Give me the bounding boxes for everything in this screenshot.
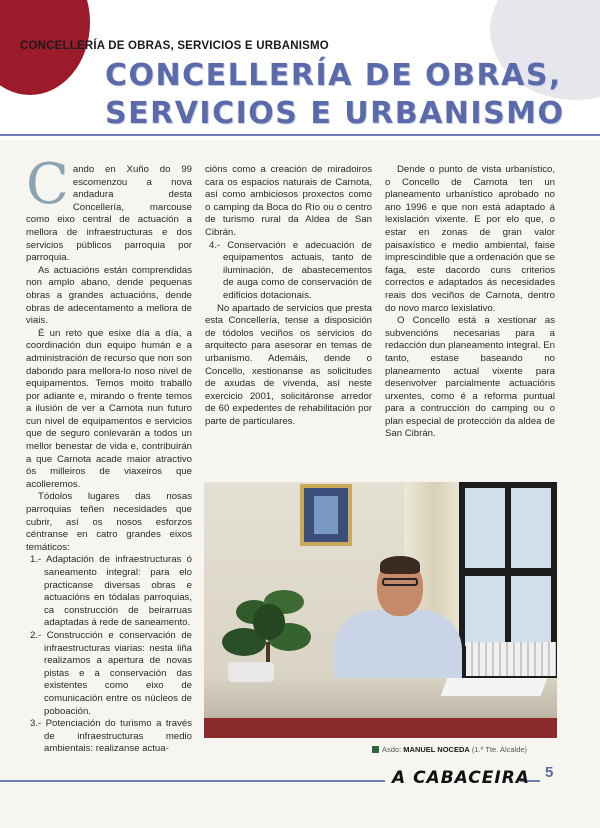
page-number: 5 [545,764,554,781]
photo-caption [372,745,527,754]
section-label: CONCELLERÍA DE OBRAS, SERVICIOS E URBANISMO [20,40,329,52]
header-rule [0,134,600,136]
telephone-icon [228,662,274,682]
office-photo [204,482,557,738]
axis-list [26,554,192,756]
paragraph: cións como a creación de miradoiros cara os espacios naturais de Carnota, así como ambiciosos proxectos como o camping da Boca do Río ou o centro de turismo rural da Aldea de San Cibrán. [205,164,372,238]
wall-painting [300,484,352,546]
article-column-2 [205,164,372,428]
axis-list-continued [205,240,372,303]
person-glasses [382,578,418,586]
caption-square-icon [372,746,379,753]
paragraph: O Concello está a xestionar as subvencións necesarias para a redacción dun planeamento integral. En tanto, estase baseando no planeamento actual vixente para desenvolver parcialmente actuacións urxentes, como é a reforma puntual para a contrucción do camping ou o plan especial de protección da aldea de San Cibrán. [385,315,555,440]
article-column-3 [385,164,555,441]
caption-name: MANUEL NOCEDA [403,745,470,754]
desk-edge [204,718,557,738]
paragraph: É un reto que esixe día a día, a coordinación dun equipo humán e a administración de recurso que non son dabondo para mellora-lo noso nivel de equipamentos. Temos moito traballo por adiante e, mirando o frente temos a ilusión de ver a Carnota nun futuro cun nivel de equipamentos e servicios que de seguro conlevarán a todos un mellor benestar de vida e, contribuirán a que Carnota acade maior atractivo ós milleiros de viaxeiros que acolleremos. [26,327,192,490]
paragraph: No apartado de servicios que presta esta Concellería, tense a disposición de tódolos veciños os servicios do arquitecto para asesorar en temas de urbanismo. Ademáis, dende o Concello, xestionanse as solicitudes de axudas de vivenda, así neste exercicio 2001, solicitáronse arredor de 60 expedentes de rehabilitación por parte de particulares. [205,302,372,427]
radiator [466,642,556,676]
list-item: 3.- Potenciación do turismo a través de infraestructuras medio ambientais: realizanse actua- [30,718,192,755]
article-column-1 [26,152,192,756]
magazine-logo: A CABACEIRA [392,768,530,788]
caption-prefix: Asdo: [382,745,402,754]
person-hair [380,556,420,574]
list-item: 2.- Construcción e conservación de infraestructuras viarias: nesta liña realizamos a apertura de novas pistas e a conservación das existentes como eixo de comunicación entre os núcleos de poboación. [30,629,192,717]
title-line-2: SERVICIOS E URBANISMO [105,96,565,131]
desk-papers [441,678,548,696]
paragraph: ando en Xuño do 99 escomenzou a nova andadura desta Concellería, marcouse como eixo central de actuación a mellora de infraestructuras e dos servicios públicos parroquia por parroquia. [26,164,192,264]
list-item: 1.- Adaptación de infraestructuras ó saneamento integral: para elo practicanse diversas obras e actuacións en tódalas parroquias, ca construcción de beirarruas adaptadas á rede de saneamento. [30,554,192,629]
title-line-1: CONCELLERÍA DE OBRAS, [105,58,562,93]
list-item: 4.- Conservación e adecuación de equipamentos actuais, tanto de iluminación, de abastecementos de auga como de conservación de edificios dotacionais. [209,239,372,301]
paragraph: Tódolos lugares das nosas parroquias teñen necesidades que cubrir, así os nosos esforzos céntranse en catro grandes eixos temáticos: [26,491,192,553]
drop-cap: C [26,152,69,217]
paragraph: Dende o punto de vista urbanístico, o Concello de Carnota ten un planeamento urbanístico aprobado no ano 1996 e que non está adaptado á lexislación vixente. E por elo que, o estar en zonas de gran valor paisaxístico e medio ambiental, faise imprescindible que a ordenación que se faga, este dacordo cuns criterios correctos e adaptados ás necesidades reais dos veciños de Carnota, dentro do novo marco lexislativo. [385,164,555,314]
footer-rule [0,780,385,782]
page-title [105,57,585,133]
caption-role: (1.º Tte. Alcalde) [471,745,528,754]
paragraph: As actuacións están comprendidas non amplo abano, dende pequenas obras a grandes actuacións, dende obras de adecentamento a mellora de viais. [26,264,192,327]
